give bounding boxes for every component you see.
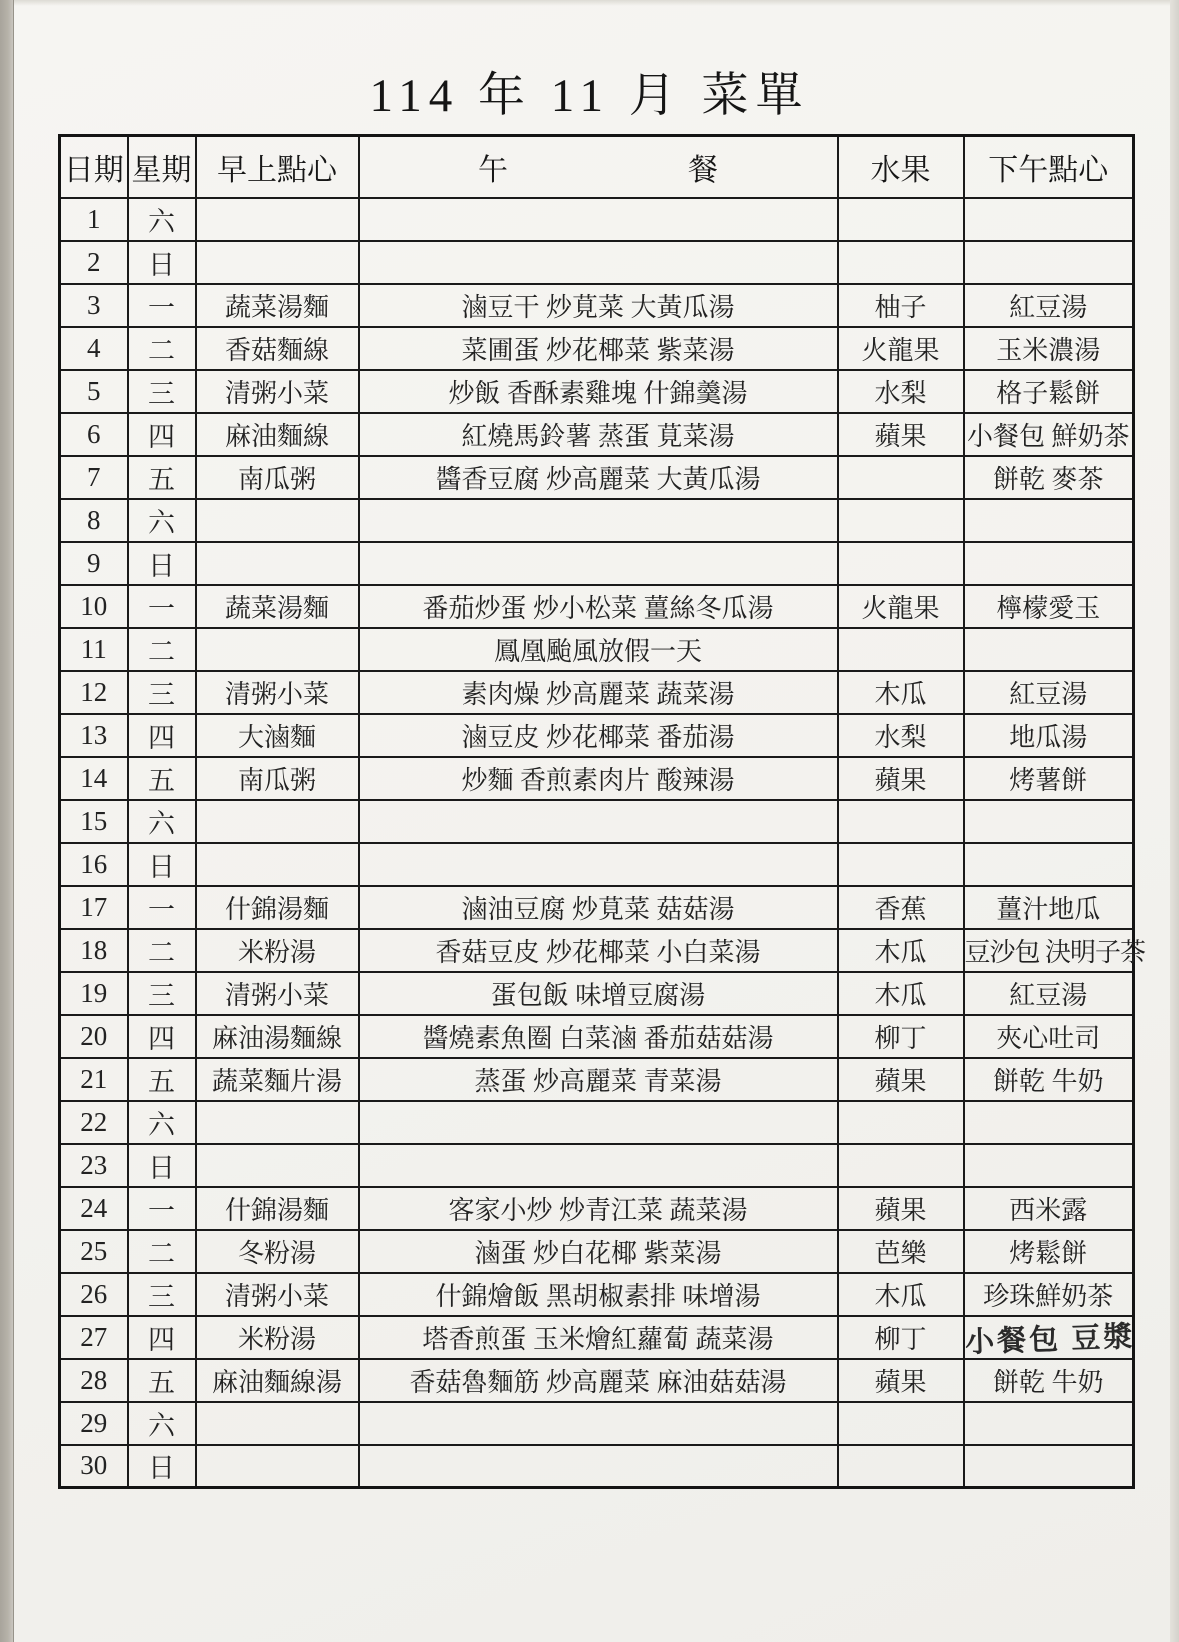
afternoon-snack-cell: 烤鬆餅 [964,1230,1134,1273]
fruit-cell: 蘋果 [838,1359,964,1402]
lunch-cell [359,843,838,886]
date-cell: 2 [60,241,128,284]
scan-edge-top [0,0,1179,6]
lunch-cell: 鳳凰颱風放假一天 [359,628,838,671]
date-cell: 20 [60,1015,128,1058]
fruit-cell: 蘋果 [838,757,964,800]
fruit-cell [838,1445,964,1488]
header-weekday: 星期 [128,136,196,198]
morning-snack-cell: 米粉湯 [196,929,359,972]
afternoon-snack-cell [964,1144,1134,1187]
weekday-cell: 五 [128,1058,196,1101]
lunch-cell: 醬香豆腐 炒高麗菜 大黃瓜湯 [359,456,838,499]
fruit-cell: 芭樂 [838,1230,964,1273]
date-cell: 29 [60,1402,128,1445]
header-lunch [359,136,838,198]
menu-row [60,929,1134,972]
date-cell: 17 [60,886,128,929]
menu-row [60,327,1134,370]
afternoon-snack-cell [964,198,1134,241]
afternoon-snack-cell [964,800,1134,843]
morning-snack-cell: 什錦湯麵 [196,1187,359,1230]
date-cell: 16 [60,843,128,886]
afternoon-snack-cell [964,241,1134,284]
fruit-cell [838,628,964,671]
menu-row [60,628,1134,671]
menu-row [60,1402,1134,1445]
morning-snack-cell [196,1101,359,1144]
menu-row [60,1230,1134,1273]
afternoon-snack-cell: 地瓜湯 [964,714,1134,757]
weekday-cell: 六 [128,499,196,542]
fruit-cell: 水梨 [838,370,964,413]
fruit-cell: 水梨 [838,714,964,757]
date-cell: 8 [60,499,128,542]
lunch-cell: 炒麵 香煎素肉片 酸辣湯 [359,757,838,800]
morning-snack-cell: 蔬菜湯麵 [196,585,359,628]
menu-row [60,370,1134,413]
lunch-cell: 蛋包飯 味增豆腐湯 [359,972,838,1015]
afternoon-snack-cell: 珍珠鮮奶茶 [964,1273,1134,1316]
lunch-cell: 香菇魯麵筋 炒高麗菜 麻油菇菇湯 [359,1359,838,1402]
morning-snack-cell [196,198,359,241]
date-cell: 10 [60,585,128,628]
lunch-cell [359,1144,838,1187]
weekday-cell: 日 [128,1445,196,1488]
weekday-cell: 日 [128,1144,196,1187]
date-cell: 19 [60,972,128,1015]
weekday-cell: 六 [128,1402,196,1445]
menu-row [60,241,1134,284]
lunch-cell: 塔香煎蛋 玉米燴紅蘿蔔 蔬菜湯 [359,1316,838,1359]
menu-row [60,1273,1134,1316]
morning-snack-cell: 米粉湯 [196,1316,359,1359]
weekday-cell: 二 [128,327,196,370]
fruit-cell: 柚子 [838,284,964,327]
morning-snack-cell: 清粥小菜 [196,671,359,714]
lunch-cell: 番茄炒蛋 炒小松菜 薑絲冬瓜湯 [359,585,838,628]
lunch-cell: 滷豆皮 炒花椰菜 番茄湯 [359,714,838,757]
weekday-cell: 三 [128,671,196,714]
date-cell: 24 [60,1187,128,1230]
weekday-cell: 日 [128,542,196,585]
fruit-cell: 火龍果 [838,327,964,370]
fruit-cell: 木瓜 [838,972,964,1015]
lunch-cell: 紅燒馬鈴薯 蒸蛋 莧菜湯 [359,413,838,456]
menu-row [60,1058,1134,1101]
morning-snack-cell [196,1402,359,1445]
weekday-cell: 六 [128,198,196,241]
date-cell: 25 [60,1230,128,1273]
menu-row [60,843,1134,886]
lunch-cell: 醬燒素魚圈 白菜滷 番茄菇菇湯 [359,1015,838,1058]
fruit-cell: 柳丁 [838,1015,964,1058]
afternoon-snack-cell [964,628,1134,671]
weekday-cell: 二 [128,628,196,671]
lunch-cell [359,1402,838,1445]
afternoon-snack-cell: 小餐包 豆漿 [963,1313,1134,1362]
date-cell: 11 [60,628,128,671]
fruit-cell [838,198,964,241]
morning-snack-cell [196,499,359,542]
lunch-cell: 客家小炒 炒青江菜 蔬菜湯 [359,1187,838,1230]
menu-row [60,714,1134,757]
weekday-cell: 五 [128,757,196,800]
morning-snack-cell: 清粥小菜 [196,1273,359,1316]
morning-snack-cell [196,800,359,843]
afternoon-snack-cell: 檸檬愛玉 [964,585,1134,628]
menu-row [60,972,1134,1015]
menu-table-body [60,198,1146,1488]
menu-row [60,1015,1134,1058]
menu-row [60,1359,1134,1402]
menu-row [60,1316,1134,1359]
menu-row [60,198,1134,241]
weekday-cell: 一 [128,1187,196,1230]
weekday-cell: 三 [128,1273,196,1316]
afternoon-snack-cell [964,1445,1134,1488]
header-morning-snack: 早上點心 [196,136,359,198]
morning-snack-cell: 大滷麵 [196,714,359,757]
morning-snack-cell: 清粥小菜 [196,972,359,1015]
lunch-cell: 滷蛋 炒白花椰 紫菜湯 [359,1230,838,1273]
menu-row [60,886,1134,929]
lunch-cell: 素肉燥 炒高麗菜 蔬菜湯 [359,671,838,714]
weekday-cell: 六 [128,1101,196,1144]
fruit-cell: 木瓜 [838,1273,964,1316]
afternoon-snack-cell: 夾心吐司 [964,1015,1134,1058]
afternoon-snack-cell: 餅乾 牛奶 [964,1359,1134,1402]
scan-edge-left [0,0,14,1642]
morning-snack-cell [196,628,359,671]
fruit-cell: 火龍果 [838,585,964,628]
weekday-cell: 四 [128,413,196,456]
menu-table [58,134,1146,1489]
menu-row [60,499,1134,542]
morning-snack-cell: 南瓜粥 [196,456,359,499]
lunch-cell: 滷豆干 炒莧菜 大黃瓜湯 [359,284,838,327]
date-cell: 7 [60,456,128,499]
afternoon-snack-cell [964,843,1134,886]
fruit-cell [838,800,964,843]
weekday-cell: 四 [128,714,196,757]
fruit-cell: 蘋果 [838,1187,964,1230]
fruit-cell [838,843,964,886]
menu-row [60,1187,1134,1230]
header-date: 日期 [60,136,128,198]
date-cell: 3 [60,284,128,327]
fruit-cell [838,499,964,542]
afternoon-snack-cell: 玉米濃湯 [964,327,1134,370]
lunch-cell: 蒸蛋 炒高麗菜 青菜湯 [359,1058,838,1101]
afternoon-snack-cell [964,499,1134,542]
morning-snack-cell: 什錦湯麵 [196,886,359,929]
lunch-cell [359,198,838,241]
fruit-cell [838,542,964,585]
weekday-cell: 二 [128,1230,196,1273]
weekday-cell: 五 [128,456,196,499]
afternoon-snack-cell: 紅豆湯 [964,972,1134,1015]
fruit-cell [838,241,964,284]
menu-row [60,585,1134,628]
lunch-cell [359,1445,838,1488]
afternoon-snack-cell: 薑汁地瓜 [964,886,1134,929]
lunch-cell: 菜圃蛋 炒花椰菜 紫菜湯 [359,327,838,370]
menu-row [60,800,1134,843]
afternoon-snack-cell [964,542,1134,585]
afternoon-snack-cell: 烤薯餅 [964,757,1134,800]
morning-snack-cell [196,843,359,886]
weekday-cell: 一 [128,886,196,929]
afternoon-snack-cell: 餅乾 牛奶 [964,1058,1134,1101]
lunch-cell: 香菇豆皮 炒花椰菜 小白菜湯 [359,929,838,972]
morning-snack-cell: 清粥小菜 [196,370,359,413]
weekday-cell: 三 [128,370,196,413]
weekday-cell: 二 [128,929,196,972]
fruit-cell: 木瓜 [838,929,964,972]
header-lunch-char-a: 午 [478,153,508,187]
menu-row [60,757,1134,800]
header-afternoon-snack: 下午點心 [964,136,1134,198]
date-cell: 1 [60,198,128,241]
fruit-cell: 木瓜 [838,671,964,714]
morning-snack-cell [196,241,359,284]
scan-edge-right [1170,0,1179,1642]
date-cell: 6 [60,413,128,456]
morning-snack-cell: 蔬菜麵片湯 [196,1058,359,1101]
morning-snack-cell [196,1144,359,1187]
weekday-cell: 六 [128,800,196,843]
menu-row [60,1144,1134,1187]
fruit-cell: 蘋果 [838,413,964,456]
date-cell: 4 [60,327,128,370]
afternoon-snack-cell [964,1402,1134,1445]
header-fruit: 水果 [838,136,964,198]
morning-snack-cell [196,1445,359,1488]
fruit-cell: 香蕉 [838,886,964,929]
lunch-cell: 滷油豆腐 炒莧菜 菇菇湯 [359,886,838,929]
date-cell: 14 [60,757,128,800]
fruit-cell [838,1144,964,1187]
lunch-cell [359,499,838,542]
date-cell: 13 [60,714,128,757]
menu-row [60,1101,1134,1144]
afternoon-snack-cell: 餅乾 麥茶 [964,456,1134,499]
morning-snack-cell: 麻油湯麵線 [196,1015,359,1058]
fruit-cell [838,1101,964,1144]
weekday-cell: 日 [128,241,196,284]
afternoon-snack-cell: 紅豆湯 [964,284,1134,327]
weekday-cell: 四 [128,1316,196,1359]
page-title: 114 年 11 月 菜單 [369,70,810,122]
date-cell: 15 [60,800,128,843]
weekday-cell: 一 [128,284,196,327]
weekday-cell: 一 [128,585,196,628]
menu-table-header [60,136,1134,198]
lunch-cell [359,542,838,585]
fruit-cell [838,1402,964,1445]
date-cell: 12 [60,671,128,714]
weekday-cell: 三 [128,972,196,1015]
date-cell: 23 [60,1144,128,1187]
lunch-cell: 什錦燴飯 黑胡椒素排 味增湯 [359,1273,838,1316]
lunch-cell: 炒飯 香酥素雞塊 什錦羹湯 [359,370,838,413]
morning-snack-cell [196,542,359,585]
date-cell: 9 [60,542,128,585]
date-cell: 21 [60,1058,128,1101]
menu-row [60,456,1134,499]
morning-snack-cell: 香菇麵線 [196,327,359,370]
header-lunch-char-b: 餐 [688,153,718,187]
lunch-cell [359,800,838,843]
fruit-cell: 蘋果 [838,1058,964,1101]
afternoon-snack-cell: 格子鬆餅 [964,370,1134,413]
weekday-cell: 四 [128,1015,196,1058]
date-cell: 22 [60,1101,128,1144]
menu-row [60,413,1134,456]
afternoon-snack-cell: 豆沙包 決明子茶 [964,929,1134,972]
weekday-cell: 日 [128,843,196,886]
lunch-cell [359,1101,838,1144]
morning-snack-cell: 南瓜粥 [196,757,359,800]
afternoon-snack-cell [964,1101,1134,1144]
menu-row [60,542,1134,585]
date-cell: 27 [60,1316,128,1359]
afternoon-snack-cell: 小餐包 鮮奶茶 [964,413,1134,456]
morning-snack-cell: 蔬菜湯麵 [196,284,359,327]
date-cell: 26 [60,1273,128,1316]
menu-row [60,671,1134,714]
date-cell: 28 [60,1359,128,1402]
afternoon-snack-cell: 紅豆湯 [964,671,1134,714]
weekday-cell: 五 [128,1359,196,1402]
menu-row [60,1445,1134,1488]
date-cell: 30 [60,1445,128,1488]
lunch-cell [359,241,838,284]
date-cell: 5 [60,370,128,413]
date-cell: 18 [60,929,128,972]
afternoon-snack-cell: 西米露 [964,1187,1134,1230]
menu-row [60,284,1134,327]
fruit-cell: 柳丁 [838,1316,964,1359]
morning-snack-cell: 麻油麵線湯 [196,1359,359,1402]
morning-snack-cell: 冬粉湯 [196,1230,359,1273]
morning-snack-cell: 麻油麵線 [196,413,359,456]
fruit-cell [838,456,964,499]
